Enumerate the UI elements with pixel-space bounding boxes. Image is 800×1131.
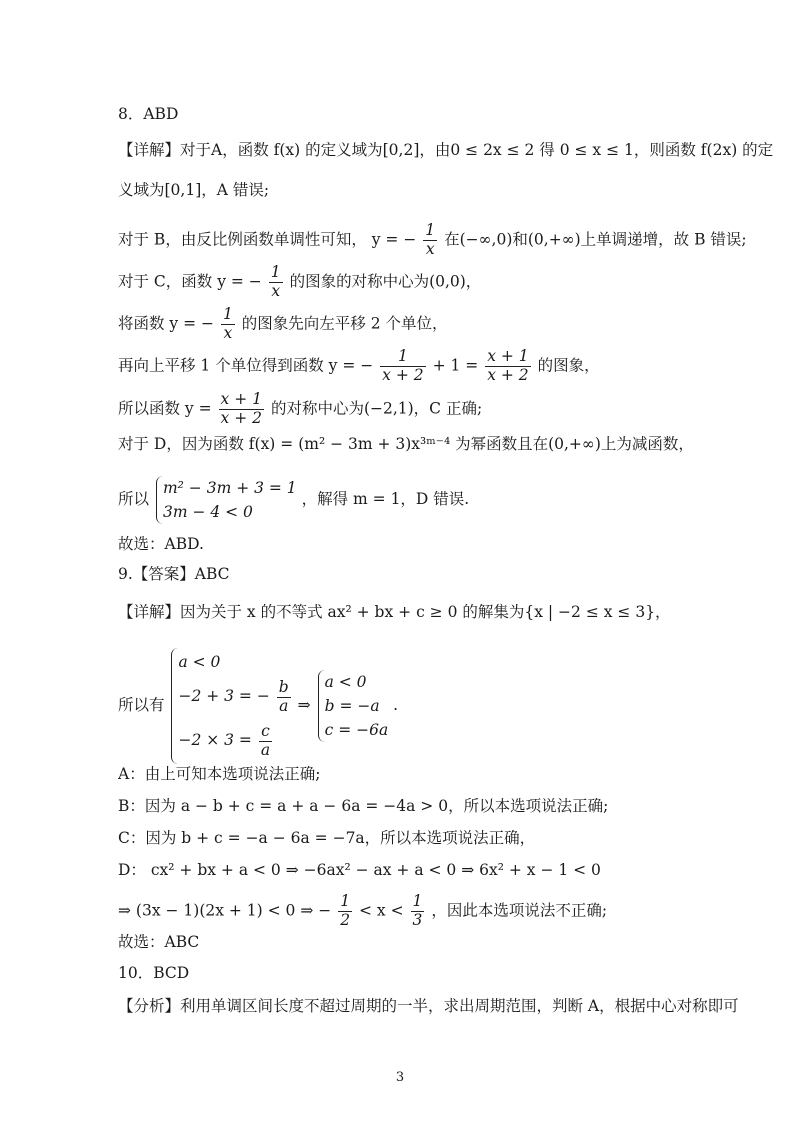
q9-option-a: A：由上可知本选项说法正确; bbox=[118, 765, 321, 783]
fraction-1-over-2: $\frac{1}{2}$ bbox=[340, 892, 351, 929]
implies-arrow: ⇒ bbox=[297, 696, 311, 714]
fraction-1-over-x: $\frac{1}{x}$ bbox=[222, 305, 233, 342]
q10-heading: 10．BCD bbox=[118, 964, 190, 982]
q9-d2-pre: ⇒ (3x − 1)(2x + 1) < 0 ⇒ − bbox=[118, 901, 332, 920]
q8-shift-post: 的图象先向左平移 2 个单位， bbox=[241, 314, 448, 333]
q8-b-pre: 对于 B，由反比例函数单调性可知， y = − bbox=[118, 230, 417, 249]
q9-answer: 故选：ABC bbox=[118, 933, 200, 951]
q9-sys-pre: 所以有 bbox=[118, 696, 165, 714]
q9-d2-post: ，因此本选项说法不正确; bbox=[431, 901, 608, 920]
q8-up-post: 的图象， bbox=[537, 356, 600, 375]
q9-system bbox=[118, 648, 398, 764]
sys-right-2: b = −a bbox=[324, 697, 380, 715]
q8-center-post: 的对称中心为(−2,1)，C 正确; bbox=[270, 399, 483, 418]
page-number: 3 bbox=[395, 1070, 405, 1085]
q8-sys-post: ，解得 m = 1，D 错误. bbox=[301, 490, 470, 508]
q8-c-pre: 对于 C，函数 y = − bbox=[118, 272, 262, 291]
q8-option-c bbox=[118, 264, 481, 301]
equation-system-left bbox=[171, 648, 292, 764]
q8-center-line bbox=[118, 391, 482, 428]
q8-up-mid: + 1 = bbox=[432, 356, 479, 375]
fraction-1-over-x: $\frac{1}{x}$ bbox=[270, 263, 281, 300]
q8-option-b bbox=[118, 222, 747, 259]
q9-option-c: C：因为 b + c = −a − 6a = −7a，所以本选项说法正确， bbox=[118, 829, 536, 847]
q8-sys-pre: 所以 bbox=[118, 490, 150, 508]
fraction-c-over-a: $\frac{c}{a}$ bbox=[260, 721, 271, 759]
q9-d2-mid: < x < bbox=[359, 901, 404, 920]
q9-sys-post: . bbox=[393, 696, 399, 714]
q8-up-pre: 再向上平移 1 个单位得到函数 y = − bbox=[118, 356, 374, 375]
fraction-1-over-3: $\frac{1}{3}$ bbox=[412, 892, 423, 929]
equation-system-right bbox=[318, 670, 389, 742]
system-eq1: m² − 3m + 3 = 1 bbox=[162, 479, 297, 497]
q8-answer: 故选：ABD. bbox=[118, 535, 204, 553]
equation-system bbox=[156, 476, 297, 524]
fraction-x-plus-1-over-x-plus-2: $\frac{x + 1}{x + 2}$ bbox=[487, 347, 529, 384]
q8-center-pre: 所以函数 y = bbox=[118, 399, 212, 418]
q9-heading: 9.【答案】ABC bbox=[118, 565, 230, 583]
sys-right-1: a < 0 bbox=[324, 673, 367, 691]
fraction-b-over-a: $\frac{b}{a}$ bbox=[278, 677, 289, 715]
q9-option-d2 bbox=[118, 893, 607, 930]
fraction-1-over-x-plus-2: $\frac{1}{x + 2}$ bbox=[382, 347, 424, 384]
q8-option-d: 对于 D，因为函数 f(x) = (m² − 3m + 3)x³ᵐ⁻⁴ 为幂函数且在(0,+∞)上为减函数， bbox=[118, 435, 694, 453]
q8-system-line bbox=[118, 476, 469, 524]
q8-b-post: 在(−∞,0)和(0,+∞)上单调递增，故 B 错误; bbox=[444, 230, 747, 249]
q10-analysis-line1: 【分析】利用单调区间长度不超过周期的一半，求出周期范围，判断 A，根据中心对称即可 bbox=[118, 997, 739, 1015]
q8-detail-line2: 义域为[0,1]，A 错误; bbox=[118, 181, 270, 199]
fraction-x-plus-1-over-x-plus-2: $\frac{x + 1}{x + 2}$ bbox=[220, 390, 262, 427]
q8-shift-line bbox=[118, 306, 447, 343]
q8-detail-line1: 【详解】对于A，函数 f(x) 的定义域为[0,2]，由0 ≤ 2x ≤ 2 得 0 ≤ x ≤ 1，则函数 f(2x) 的定 bbox=[118, 141, 774, 159]
q9-option-b: B：因为 a − b + c = a + a − 6a = −4a > 0，所以本选项说法正确; bbox=[118, 797, 609, 815]
q8-heading: 8．ABD bbox=[118, 105, 179, 123]
sys-left-2: −2 + 3 = − $\frac{b}{a}$ bbox=[178, 677, 289, 715]
q9-option-d1: D： cx² + bx + a < 0 ⇒ −6ax² − ax + a < 0 ⇒ 6x² + x − 1 < 0 bbox=[118, 861, 601, 879]
sys-right-3: c = −6a bbox=[324, 721, 389, 739]
fraction-1-over-x: $\frac{1}{x}$ bbox=[425, 221, 436, 258]
system-eq2: 3m − 4 < 0 bbox=[162, 503, 253, 521]
q8-shift-pre: 将函数 y = − bbox=[118, 314, 215, 333]
q8-shift-up-line bbox=[118, 348, 600, 385]
sys-left-3: −2 × 3 = $\frac{c}{a}$ bbox=[178, 721, 271, 759]
q8-c-post: 的图象的对称中心为(0,0)， bbox=[289, 272, 482, 291]
q9-detail-line1: 【详解】因为关于 x 的不等式 ax² + bx + c ≥ 0 的解集为{x | −2 ≤ x ≤ 3}， bbox=[118, 603, 671, 621]
sys-left-1: a < 0 bbox=[178, 653, 221, 671]
